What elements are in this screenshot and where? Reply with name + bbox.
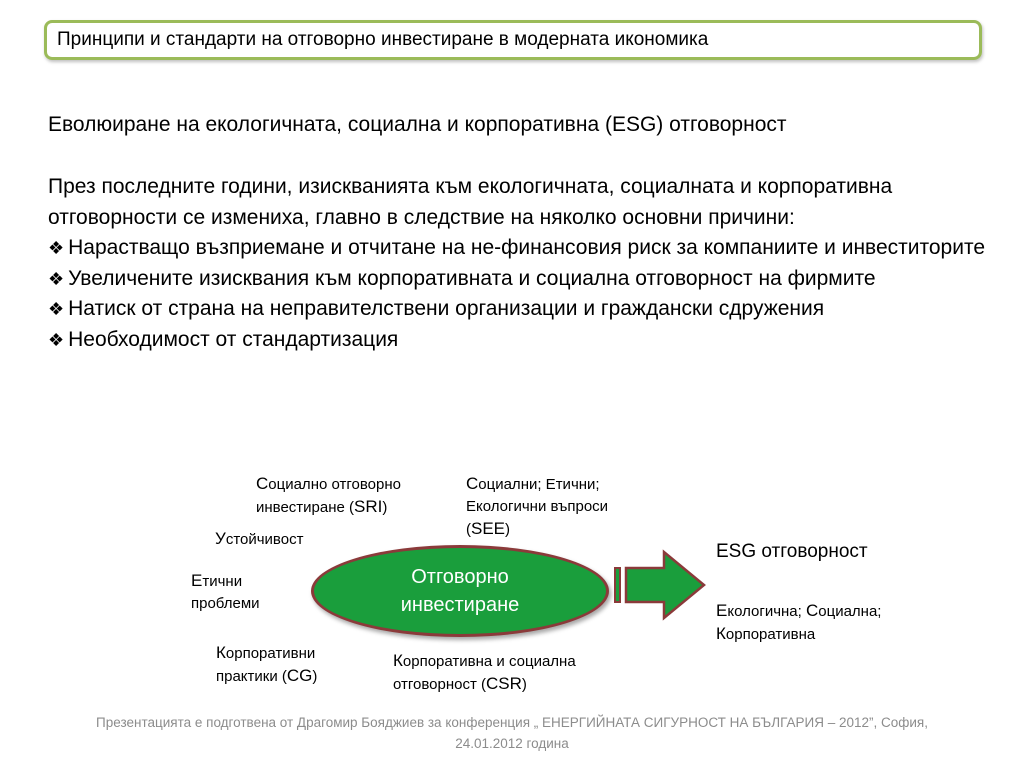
footer-line-2: 24.01.2012 година: [455, 736, 569, 751]
footer-credit: [20, 712, 1004, 754]
bullet-text: Натиск от страна на неправителствени организации и граждански сдружения: [68, 297, 825, 320]
diamond-bullet-icon: ❖: [48, 238, 65, 258]
bullet-item: [48, 294, 988, 325]
bullet-item: [48, 325, 988, 356]
bullet-text: Увеличените изисквания към корпоративната и социална отговорност на фирмите: [68, 266, 876, 290]
esg-title: ESG отговорност: [716, 541, 868, 562]
label-sustainability: Устойчивост: [215, 529, 304, 548]
diamond-bullet-icon: ❖: [48, 329, 65, 350]
right-arrow-icon: [612, 548, 710, 622]
label-see: Социални; Етични; Екологични въпроси (SEE): [466, 474, 609, 538]
label-cg: Корпоративни практики (CG): [216, 643, 318, 685]
bullet-item: [48, 264, 988, 295]
label-csr: Корпоративна и социална отговорност (CSR): [393, 651, 576, 693]
oval-line-1: Отговорно: [411, 566, 509, 588]
slide-title-box: [44, 20, 982, 60]
intro-paragraph: През последните години, изискванията към екологичната, социалната и корпоративна отговорности се измениха, главно в следствие на няколко основни причини:: [48, 175, 893, 229]
responsible-investing-oval: [311, 545, 609, 637]
section-heading: Еволюиране на екологичната, социална и корпоративна (ESG) отговорност: [48, 113, 787, 136]
diamond-bullet-icon: ❖: [48, 299, 65, 319]
oval-line-2: инвестиране: [400, 594, 520, 616]
slide-title: Принципи и стандарти на отговорно инвестиране в модерната икономика: [57, 29, 709, 50]
label-ethics: Етични проблеми: [191, 571, 260, 612]
footer-line-1: Презентацията е подготвена от Драгомир Бояджиев за конференция „ ЕНЕРГИЙНАТА СИГУРНОСТ НА БЪЛГАРИЯ – 2012”, София,: [96, 715, 928, 730]
body-text: [48, 172, 988, 355]
bullet-text: Нарастващо възприемане и отчитане на не-финансовия риск за компаниите и инвеститорите: [68, 236, 986, 259]
label-sri: Социално отговорно инвестиране (SRI): [256, 474, 401, 516]
bullet-text: Необходимост от стандартизация: [68, 327, 399, 351]
diamond-bullet-icon: ❖: [48, 268, 65, 289]
esg-components: Екологична; Социална; Корпоративна: [716, 601, 882, 643]
bullet-item: [48, 233, 988, 264]
